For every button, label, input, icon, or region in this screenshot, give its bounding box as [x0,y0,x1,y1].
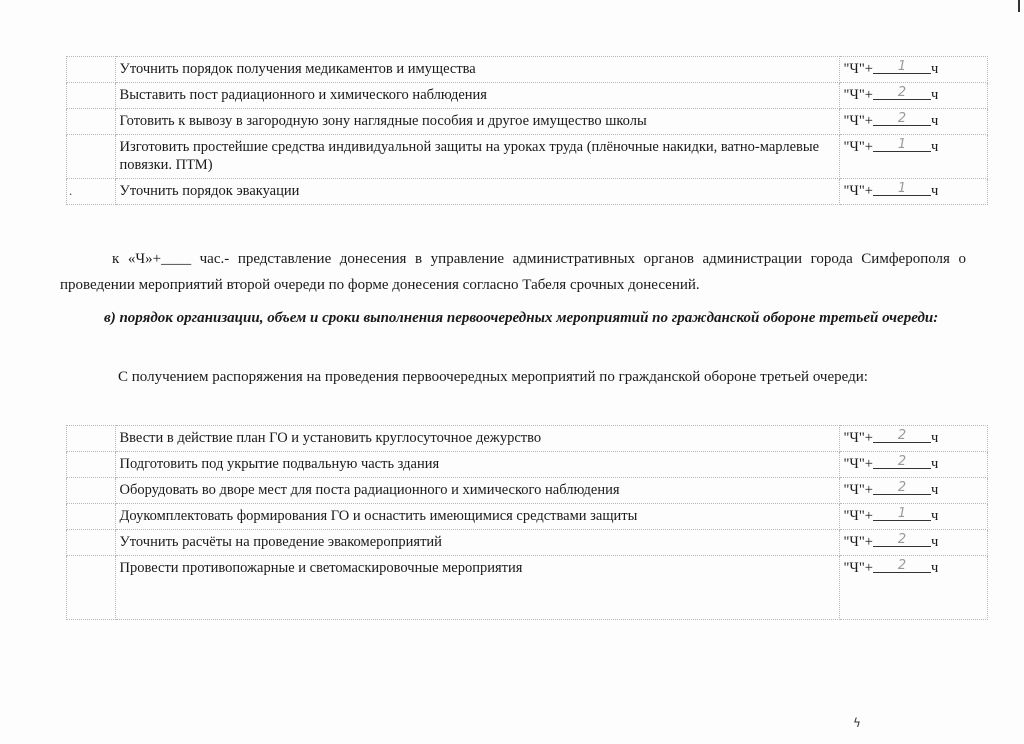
handwritten-hours: 2 [897,532,907,547]
deadline-cell [839,426,987,452]
table-row [67,135,988,179]
deadline-blank [873,559,931,573]
deadline-suffix: ч [930,113,939,129]
tasks-table-body [67,57,988,205]
task-text: Провести противопожарные и светомаскировочные мероприятия [115,556,839,620]
table-row [67,530,988,556]
deadline-cell [839,530,987,556]
deadline-blank [873,481,931,495]
table-row [67,83,988,109]
row-number [67,504,116,530]
deadline-cell [839,135,988,179]
deadline-suffix: ч [930,87,939,103]
page-mark: ϟ [853,716,861,730]
deadline-prefix: "Ч"+ [843,430,873,446]
deadline-blank [873,60,931,74]
deadline-blank [873,112,931,126]
row-number: . [67,179,116,205]
handwritten-hours: 2 [897,428,907,443]
table-row [67,556,988,620]
deadline-blank [873,138,931,152]
handwritten-hours: 1 [897,181,907,196]
deadline-suffix: ч [930,139,939,155]
deadline-blank [873,182,931,196]
tasks-table-second-stage [66,56,988,205]
handwritten-hours: 2 [897,111,907,126]
deadline-prefix: "Ч"+ [843,508,873,524]
task-text: Ввести в действие план ГО и установить круглосуточное дежурство [115,426,839,452]
row-number [67,57,116,83]
deadline-suffix: ч [930,560,939,576]
deadline-suffix: ч [930,482,939,498]
deadline-cell [839,556,987,620]
deadline-prefix: "Ч"+ [843,87,873,103]
deadline-suffix: ч [930,61,939,77]
deadline-suffix: ч [930,183,939,199]
deadline-prefix: "Ч"+ [843,560,873,576]
task-text: Оборудовать во дворе мест для поста радиационного и химического наблюдения [115,478,839,504]
handwritten-hours: 1 [897,137,907,152]
deadline-prefix: "Ч"+ [843,456,873,472]
scan-edge-mark [1018,0,1020,12]
task-text: Уточнить порядок эвакуации [115,179,839,205]
deadline-prefix: "Ч"+ [843,139,873,155]
deadline-blank [873,507,931,521]
table-row [67,478,988,504]
row-number [67,109,116,135]
deadline-blank [873,429,931,443]
handwritten-hours: 2 [897,85,907,100]
task-text: Уточнить расчёты на проведение эвакомероприятий [115,530,839,556]
deadline-blank [873,455,931,469]
handwritten-hours: 1 [897,59,907,74]
row-number [67,452,116,478]
deadline-prefix: "Ч"+ [843,534,873,550]
deadline-prefix: "Ч"+ [843,482,873,498]
third-stage-intro-paragraph: С получением распоряжения на проведения первоочередных мероприятий по гражданской обороне третьей очереди: [118,369,868,385]
deadline-blank [873,86,931,100]
task-text: Уточнить порядок получения медикаментов и имущества [115,57,839,83]
deadline-cell [839,83,988,109]
row-number [67,556,116,620]
handwritten-hours: 1 [897,506,907,521]
deadline-suffix: ч [930,430,939,446]
deadline-cell [839,179,988,205]
row-number [67,530,116,556]
report-deadline-paragraph: к «Ч»+____ час.- представление донесения в управление административных органов администрации города Симферополя о проведении мероприятий второй очереди по форме донесения согласно Табеля срочных донесений. [60,251,966,293]
table-row [67,426,988,452]
deadline-prefix: "Ч"+ [843,183,873,199]
tasks-table-third-stage [66,425,988,620]
deadline-cell [839,57,988,83]
task-text: Изготовить простейшие средства индивидуальной защиты на уроках труда (плёночные накидки, ватно-марлевые повязки. ПТМ) [115,135,839,179]
task-text: Готовить к вывозу в загородную зону наглядные пособия и другое имущество школы [115,109,839,135]
task-text: Выставить пост радиационного и химического наблюдения [115,83,839,109]
deadline-cell [839,109,988,135]
row-number [67,135,116,179]
deadline-cell [839,504,987,530]
handwritten-hours: 2 [897,454,907,469]
tasks-table-body [67,426,988,620]
deadline-suffix: ч [930,534,939,550]
deadline-prefix: "Ч"+ [843,61,873,77]
deadline-cell [839,478,987,504]
deadline-blank [873,533,931,547]
section-heading-third-stage: в) порядок организации, объем и сроки выполнения первоочередных мероприятий по гражданской обороне третьей очереди: [104,310,939,326]
task-text: Подготовить под укрытие подвальную часть здания [115,452,839,478]
task-text: Доукомплектовать формирования ГО и оснастить имеющимися средствами защиты [115,504,839,530]
row-number [67,426,116,452]
row-number [67,478,116,504]
deadline-cell [839,452,987,478]
table-row [67,57,988,83]
table-row [67,504,988,530]
table-row [67,109,988,135]
deadline-suffix: ч [930,508,939,524]
table-row [67,452,988,478]
table-row [67,179,988,205]
handwritten-hours: 2 [897,480,907,495]
row-number [67,83,116,109]
deadline-suffix: ч [930,456,939,472]
deadline-prefix: "Ч"+ [843,113,873,129]
handwritten-hours: 2 [897,558,907,573]
